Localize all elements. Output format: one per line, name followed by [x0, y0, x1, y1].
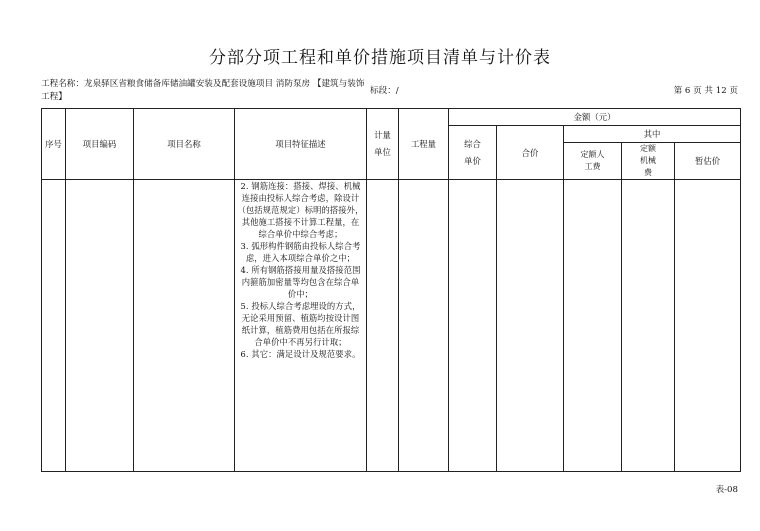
header-unit: 计量单位 — [367, 109, 399, 180]
cell-feature: 2. 钢筋连接：搭接、焊接、机械 连接由投标人综合考虑，除设计 （包括规范规定）标明的搭接外， 其他施工搭接不计算工程量，在 综合单价中综合考虑； 3. 弧形构件钢筋由投标人综合考 虑，进入本项综合单价之中； 4. 所有钢筋搭接用量及搭接范围 内箍筋加密量等均包含在综合单 价中； 5. 投标人综合考虑埋设的方式， 无论采用预留、植筋均按设计图 纸计算，植筋费用包括在所报综 合单价中不再另行计取； 6. 其它：满足设计及规范要求。 — [235, 180, 367, 472]
cell-name — [134, 180, 235, 472]
header-seq: 序号 — [42, 109, 66, 180]
header-among: 其中 — [564, 126, 741, 143]
table-row — [42, 180, 741, 472]
project-name: 工程名称：龙泉驿区省粮食储备库储油罐安装及配套设施项目 消防泵房 【建筑与装饰工程】 — [41, 79, 365, 102]
header-labor: 定额人工费 — [564, 143, 622, 180]
header-machine: 定额机械费 — [622, 143, 675, 180]
page-number: 第 6 页 共 12 页 — [673, 86, 738, 96]
header-estimate: 暂估价 — [675, 143, 741, 180]
cell-machine — [622, 180, 675, 472]
cell-unit-price — [449, 180, 497, 472]
section-label: 标段：/ — [370, 86, 399, 96]
cell-labor — [564, 180, 622, 472]
page-title: 分部分项工程和单价措施项目清单与计价表 — [209, 48, 551, 68]
header-total: 合价 — [497, 126, 564, 180]
cell-unit — [367, 180, 399, 472]
header-feature: 项目特征描述 — [235, 109, 367, 180]
cell-qty — [399, 180, 449, 472]
header-code: 项目编码 — [66, 109, 134, 180]
cell-estimate — [675, 180, 741, 472]
cell-code — [66, 180, 134, 472]
header-unit-price: 综合单价 — [449, 126, 497, 180]
header-name: 项目名称 — [134, 109, 235, 180]
bill-table — [41, 108, 741, 472]
cell-seq — [42, 180, 66, 472]
header-qty: 工程量 — [399, 109, 449, 180]
cell-total — [497, 180, 564, 472]
form-number: 表-08 — [715, 485, 738, 495]
header-amount: 金额（元） — [449, 109, 741, 126]
